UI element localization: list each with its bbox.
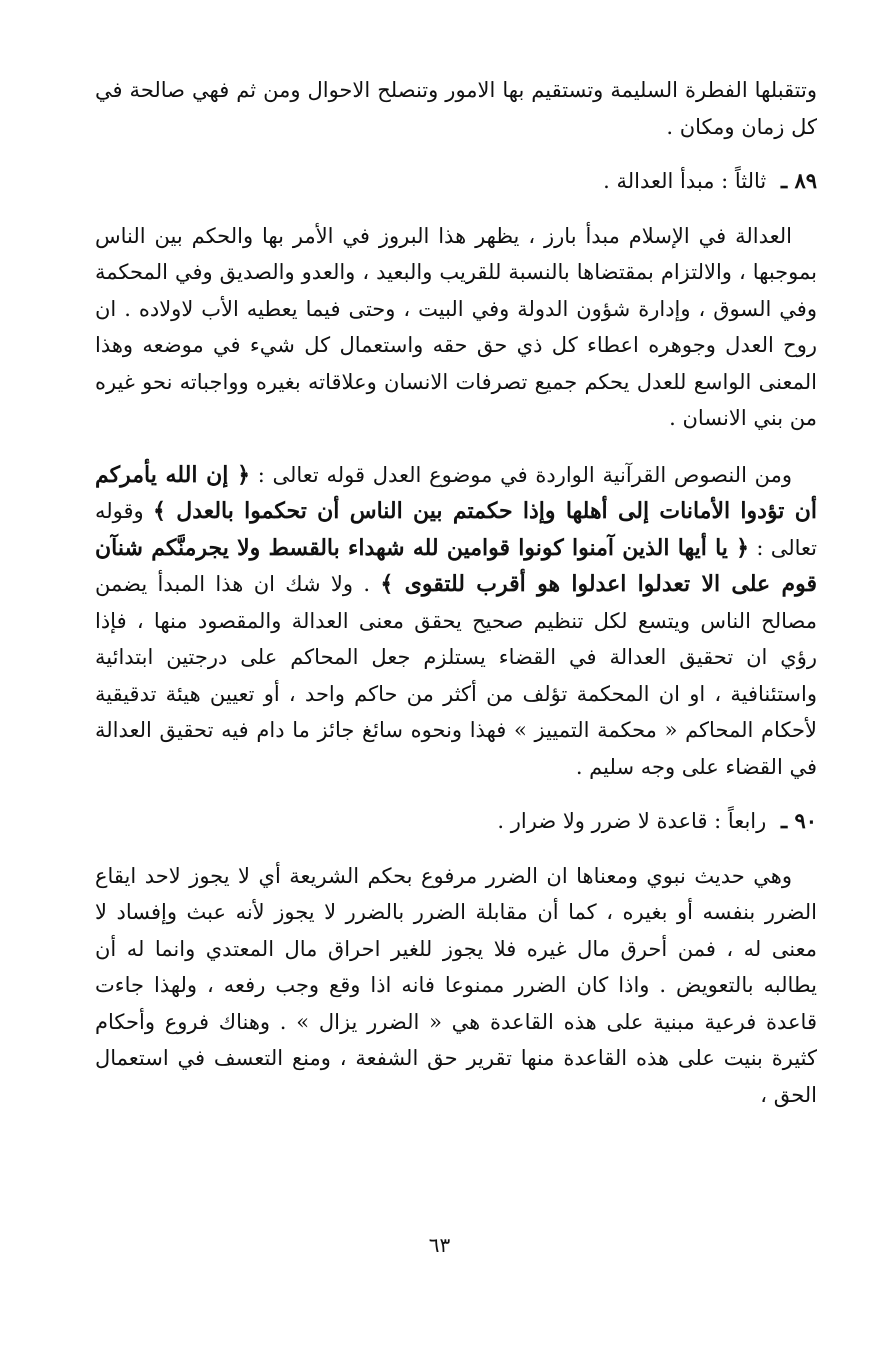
- section-number-89: ٨٩ ـ: [780, 168, 817, 193]
- page-number: ٦٣: [428, 1233, 451, 1257]
- section-number-90: ٩٠ ـ: [780, 808, 817, 833]
- section-title-90: رابعاً : قاعدة لا ضرر ولا ضرار .: [497, 809, 767, 833]
- section-heading-90: [95, 803, 817, 840]
- quranic-commentary-text: . ولا شك ان هذا المبدأ يضمن مصالح الناس ويتسع لكل تنظيم صحيح يحقق معنى العدالة والمقصود منها ، فإذا رؤي ان تحقيق العدالة في القضاء يستلزم جعل المحاكم على درجتين ابتدائية واستئنافية ، او ان المحكمة تؤلف من أكثر من حاكم واحد ، أو تعيين هيئة تدقيقية لأحكام المحاكم « محكمة التمييز » فهذا ونحوه سائغ جائز ما دام فيه تحقيق العدالة في القضاء على وجه سليم .: [95, 572, 817, 779]
- section-heading-89: [95, 163, 817, 200]
- paragraph-justice: العدالة في الإسلام مبدأ بارز ، يظهر هذا البروز في الأمر بها والحكم بين الناس بموجبها ، والالتزام بمقتضاها بالنسبة للقريب والبعيد ، والعدو والصديق وفي المحكمة وفي السوق ، وإدارة شؤون الدولة وفي البيت ، وحتى فيما يعطيه الأب لاولاده . ان روح العدل وجوهره اعطاء كل ذي حق حقه واستعمال كل شيء في موضعه وهذا المعنى الواسع للعدل يحكم جميع تصرفات الانسان وعلاقاته بغيره وواجباته نحو غيره من بني الانسان .: [95, 223, 817, 430]
- quran-verse-2: ﴿ يا أيها الذين آمنوا كونوا قوامين لله شهداء بالقسط ولا يجرمنَّكم شنآن قوم على الا تعدلوا اعدلوا هو أقرب للتقوى ﴾: [95, 534, 817, 597]
- quran-verse-1: ﴿ إن الله يأمركم أن تؤدوا الأمانات إلى أهلها وإذا حكمتم بين الناس أن تحكموا بالعدل ﴾: [95, 461, 817, 524]
- section-title-89: ثالثاً : مبدأ العدالة .: [603, 169, 767, 193]
- paragraph-intro-continuation: وتتقبلها الفطرة السليمة وتستقيم بها الامور وتنصلح الاحوال ومن ثم فهي صالحة في كل زمان ومكان .: [95, 78, 817, 139]
- paragraph-no-harm: وهي حديث نبوي ومعناها ان الضرر مرفوع بحكم الشريعة أي لا يجوز لاحد ايقاع الضرر بنفسه أو بغيره ، كما أن مقابلة الضرر بالضرر لا يجوز لأنه عبث وإفساد لا معنى له ، فمن أحرق مال غيره فلا يجوز للغير احراق مال المعتدي وانما له أن يطالبه بالتعويض . واذا كان الضرر ممنوعا فانه اذا وقع وجب رفعه ، ولهذا جاءت قاعدة فرعية مبنية على هذه القاعدة هي « الضرر يزال » . وهناك فروع وأحكام كثيرة بنيت على هذه القاعدة منها تقرير حق الشفعة ، ومنع التعسف في استعمال الحق ،: [95, 863, 817, 1107]
- page-body: [95, 72, 817, 1113]
- paragraph-quranic-texts: [95, 457, 817, 786]
- quranic-intro-text: ومن النصوص القرآنية الواردة في موضوع العدل قوله تعالى :: [257, 462, 792, 487]
- quranic-connector-text: وقوله تعالى :: [95, 499, 817, 560]
